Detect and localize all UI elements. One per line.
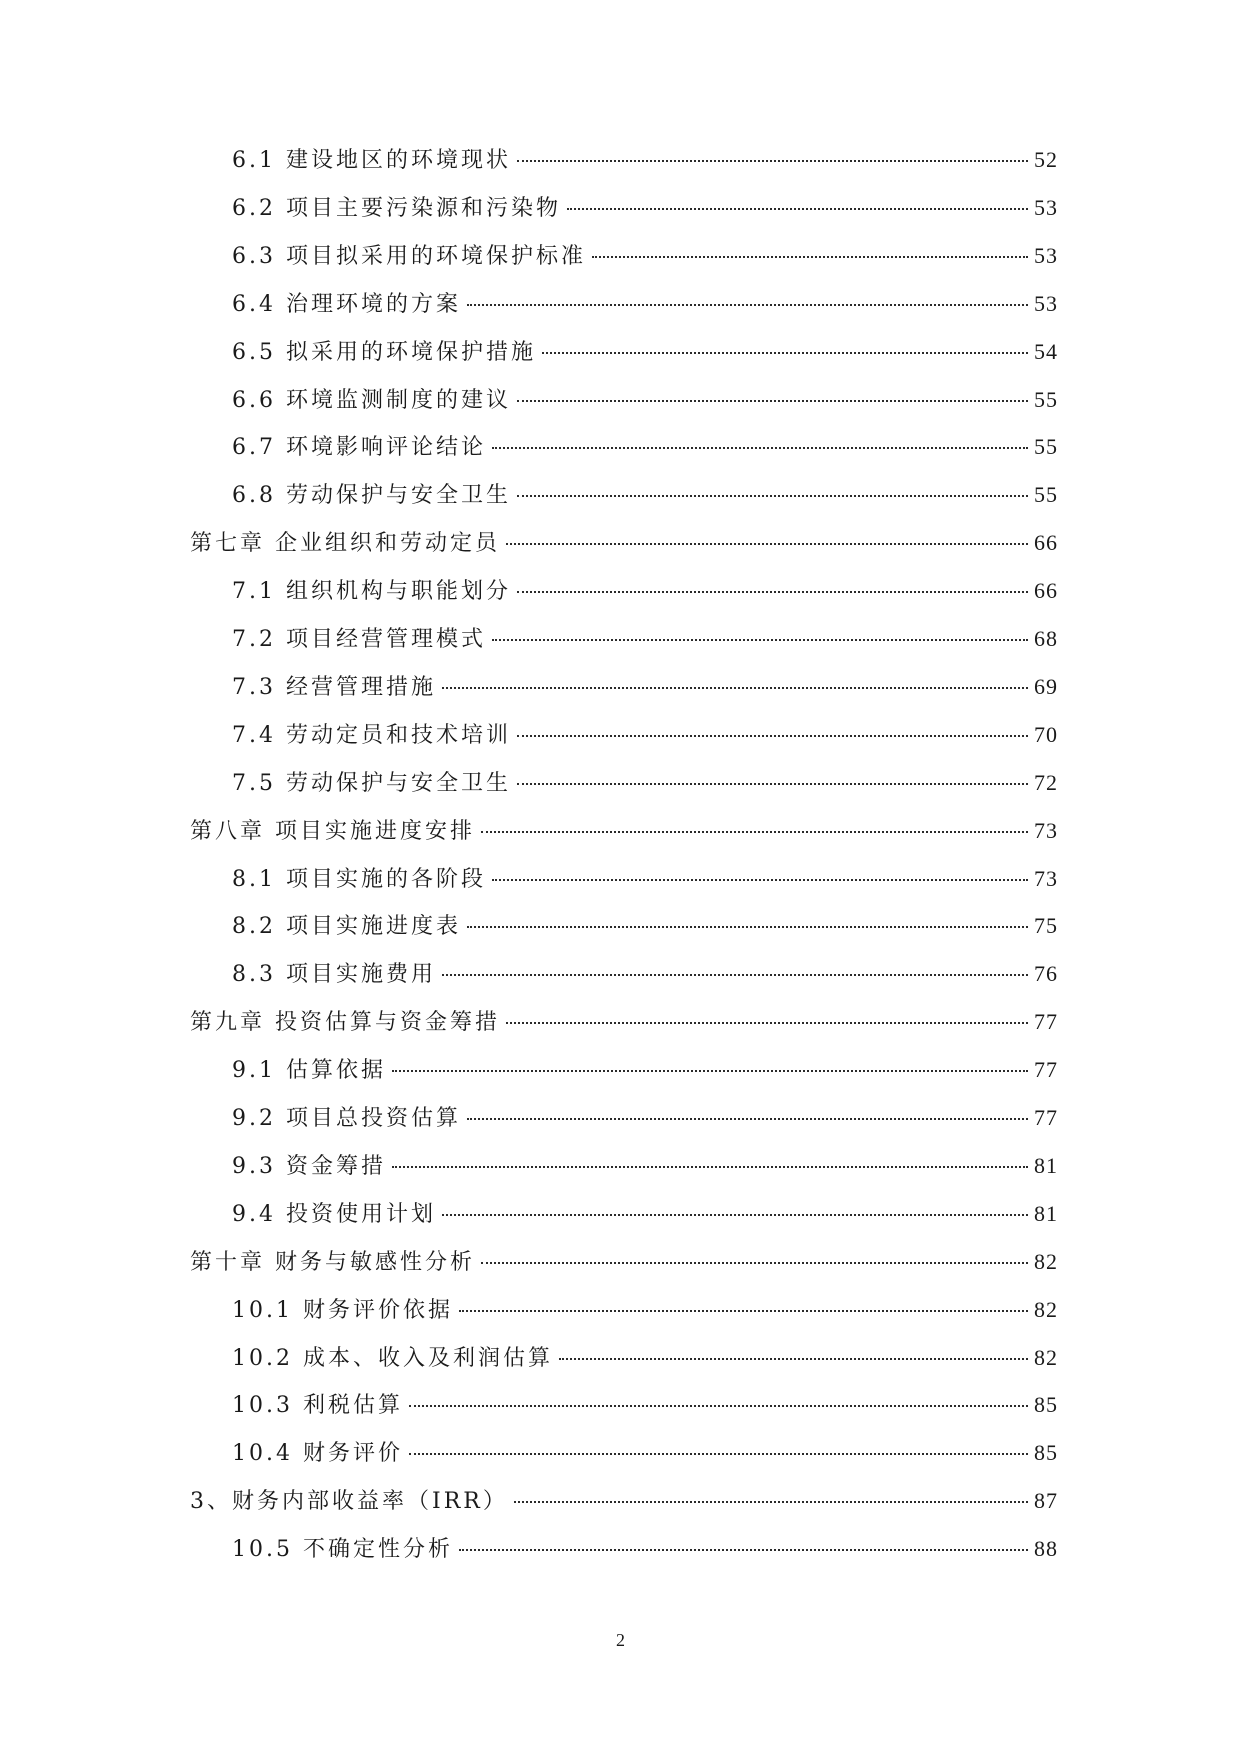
toc-chapter-entry[interactable] — [190, 1005, 1058, 1041]
toc-chapter-entry[interactable] — [190, 814, 1058, 850]
toc-section-entry[interactable] — [232, 383, 1058, 419]
toc-entry-label: 6.3 项目拟采用的环境保护标准 — [232, 243, 586, 269]
toc-entry-page: 81 — [1034, 1200, 1058, 1226]
toc-entry-label: 6.4 治理环境的方案 — [232, 291, 461, 317]
toc-entry-page: 73 — [1034, 817, 1058, 843]
toc-entry-page: 72 — [1034, 769, 1058, 795]
toc-entry-page: 75 — [1034, 913, 1058, 939]
toc-section-entry[interactable] — [232, 1293, 1058, 1329]
toc-entry-label: 9.1 估算依据 — [232, 1058, 386, 1084]
toc-section-entry[interactable] — [232, 335, 1058, 371]
toc-section-entry[interactable] — [232, 239, 1058, 275]
toc-section-entry[interactable] — [232, 1388, 1058, 1424]
toc-dot-leader — [392, 1166, 1028, 1168]
toc-entry-label: 8.3 项目实施费用 — [232, 962, 436, 988]
toc-entry-page: 55 — [1034, 386, 1058, 412]
toc-entry-page: 52 — [1034, 147, 1058, 172]
toc-section-entry[interactable] — [232, 862, 1058, 898]
toc-entry-label: 10.4 财务评价 — [232, 1441, 403, 1467]
toc-section-entry[interactable] — [232, 1436, 1058, 1472]
toc-dot-leader — [467, 1118, 1028, 1120]
toc-entry-label: 8.1 项目实施的各阶段 — [232, 866, 486, 892]
toc-entry-page: 82 — [1034, 1248, 1058, 1274]
toc-section-entry[interactable] — [232, 1149, 1058, 1185]
toc-dot-leader — [492, 447, 1028, 449]
toc-section-entry[interactable] — [232, 670, 1058, 706]
toc-entry-page: 55 — [1034, 482, 1058, 508]
toc-entry-page: 77 — [1034, 1105, 1058, 1130]
toc-entry-page: 53 — [1034, 194, 1058, 220]
toc-dot-leader — [506, 1022, 1028, 1024]
toc-chapter-entry[interactable] — [190, 1484, 1058, 1520]
toc-section-entry[interactable] — [232, 478, 1058, 514]
toc-entry-label: 6.1 建设地区的环境现状 — [232, 148, 511, 173]
toc-dot-leader — [517, 495, 1028, 497]
toc-entry-page: 88 — [1034, 1536, 1058, 1562]
toc-entry-page: 77 — [1034, 1057, 1058, 1083]
toc-dot-leader — [592, 256, 1028, 258]
toc-entry-page: 82 — [1034, 1296, 1058, 1322]
toc-entry-page: 66 — [1034, 530, 1058, 556]
toc-entry-label: 10.3 利税估算 — [232, 1393, 403, 1419]
toc-entry-label: 6.7 环境影响评论结论 — [232, 435, 486, 461]
toc-entry-page: 70 — [1034, 721, 1058, 747]
toc-dot-leader — [506, 543, 1028, 545]
toc-dot-leader — [517, 400, 1028, 402]
toc-dot-leader — [559, 1358, 1028, 1360]
toc-entry-label: 6.2 项目主要污染源和污染物 — [232, 195, 561, 221]
toc-dot-leader — [481, 831, 1028, 833]
toc-section-entry[interactable] — [232, 574, 1058, 610]
toc-entry-page: 87 — [1034, 1488, 1058, 1514]
toc-entry-label: 9.4 投资使用计划 — [232, 1201, 436, 1227]
toc-entry-label: 7.5 劳动保护与安全卫生 — [232, 770, 511, 796]
toc-entry-page: 66 — [1034, 578, 1058, 604]
toc-section-entry[interactable] — [232, 957, 1058, 993]
toc-section-entry[interactable] — [232, 287, 1058, 323]
toc-dot-leader — [459, 1310, 1028, 1312]
toc-dot-leader — [392, 1070, 1028, 1072]
toc-dot-leader — [409, 1453, 1028, 1455]
toc-entry-label: 第八章 项目实施进度安排 — [190, 818, 475, 844]
toc-dot-leader — [517, 735, 1028, 737]
toc-dot-leader — [467, 304, 1028, 306]
page-number: 2 — [616, 1630, 625, 1650]
toc-chapter-entry[interactable] — [190, 1245, 1058, 1281]
toc-dot-leader — [409, 1405, 1028, 1407]
toc-entry-label: 8.2 项目实施进度表 — [232, 914, 461, 940]
toc-section-entry[interactable] — [232, 1101, 1058, 1137]
toc-entry-label: 7.1 组织机构与职能划分 — [232, 579, 511, 605]
toc-chapter-entry[interactable] — [190, 526, 1058, 562]
toc-section-entry[interactable] — [232, 1532, 1058, 1568]
toc-entry-label: 10.1 财务评价依据 — [232, 1297, 453, 1323]
toc-entry-label: 7.2 项目经营管理模式 — [232, 627, 486, 652]
toc-section-entry[interactable] — [232, 191, 1058, 227]
toc-entry-label: 6.8 劳动保护与安全卫生 — [232, 483, 511, 509]
toc-entry-page: 73 — [1034, 865, 1058, 891]
toc-dot-leader — [542, 352, 1028, 354]
toc-section-entry[interactable] — [232, 430, 1058, 466]
toc-entry-page: 76 — [1034, 961, 1058, 987]
toc-section-entry[interactable] — [232, 1197, 1058, 1233]
toc-entry-page: 69 — [1034, 673, 1058, 699]
toc-dot-leader — [467, 926, 1028, 928]
toc-section-entry[interactable] — [232, 766, 1058, 802]
toc-entry-page: 85 — [1034, 1440, 1058, 1466]
toc-entry-label: 7.3 经营管理措施 — [232, 674, 436, 700]
toc-dot-leader — [492, 639, 1028, 641]
toc-entry-page: 54 — [1034, 338, 1058, 364]
toc-dot-leader — [442, 974, 1028, 976]
toc-entry-label: 6.6 环境监测制度的建议 — [232, 387, 511, 413]
toc-section-entry[interactable] — [232, 622, 1058, 658]
toc-entry-label: 9.2 项目总投资估算 — [232, 1106, 461, 1131]
toc-dot-leader — [442, 1214, 1028, 1216]
toc-section-entry[interactable] — [232, 1053, 1058, 1089]
toc-section-entry[interactable] — [232, 909, 1058, 945]
toc-entry-label: 第七章 企业组织和劳动定员 — [190, 531, 500, 557]
toc-dot-leader — [517, 591, 1028, 593]
toc-section-entry[interactable] — [232, 718, 1058, 754]
toc-dot-leader — [492, 879, 1028, 881]
toc-entry-page: 53 — [1034, 290, 1058, 316]
toc-entry-page: 55 — [1034, 434, 1058, 460]
toc-entry-label: 10.2 成本、收入及利润估算 — [232, 1345, 553, 1371]
toc-entry-label: 6.5 拟采用的环境保护措施 — [232, 339, 536, 365]
toc-dot-leader — [517, 783, 1028, 785]
toc-dot-leader — [442, 687, 1028, 689]
toc-dot-leader — [517, 160, 1028, 162]
toc-entry-page: 85 — [1034, 1392, 1058, 1418]
toc-dot-leader — [567, 208, 1028, 210]
toc-dot-leader — [481, 1262, 1028, 1264]
toc-section-entry[interactable] — [232, 143, 1058, 179]
toc-entry-page: 68 — [1034, 626, 1058, 651]
toc-entry-label: 10.5 不确定性分析 — [232, 1537, 453, 1563]
toc-entry-label: 第九章 投资估算与资金筹措 — [190, 1010, 500, 1036]
toc-entry-label: 7.4 劳动定员和技术培训 — [232, 722, 511, 748]
toc-entry-label: 第十章 财务与敏感性分析 — [190, 1249, 475, 1275]
toc-entry-page: 53 — [1034, 242, 1058, 268]
toc-entry-page: 81 — [1034, 1152, 1058, 1178]
toc-dot-leader — [459, 1549, 1028, 1551]
toc-dot-leader — [514, 1501, 1028, 1503]
toc-entry-page: 77 — [1034, 1009, 1058, 1035]
toc-entry-label: 9.3 资金筹措 — [232, 1153, 386, 1179]
toc-entry-page: 82 — [1034, 1344, 1058, 1370]
toc-section-entry[interactable] — [232, 1341, 1058, 1377]
toc-entry-label: 3、财务内部收益率（IRR） — [190, 1489, 508, 1515]
